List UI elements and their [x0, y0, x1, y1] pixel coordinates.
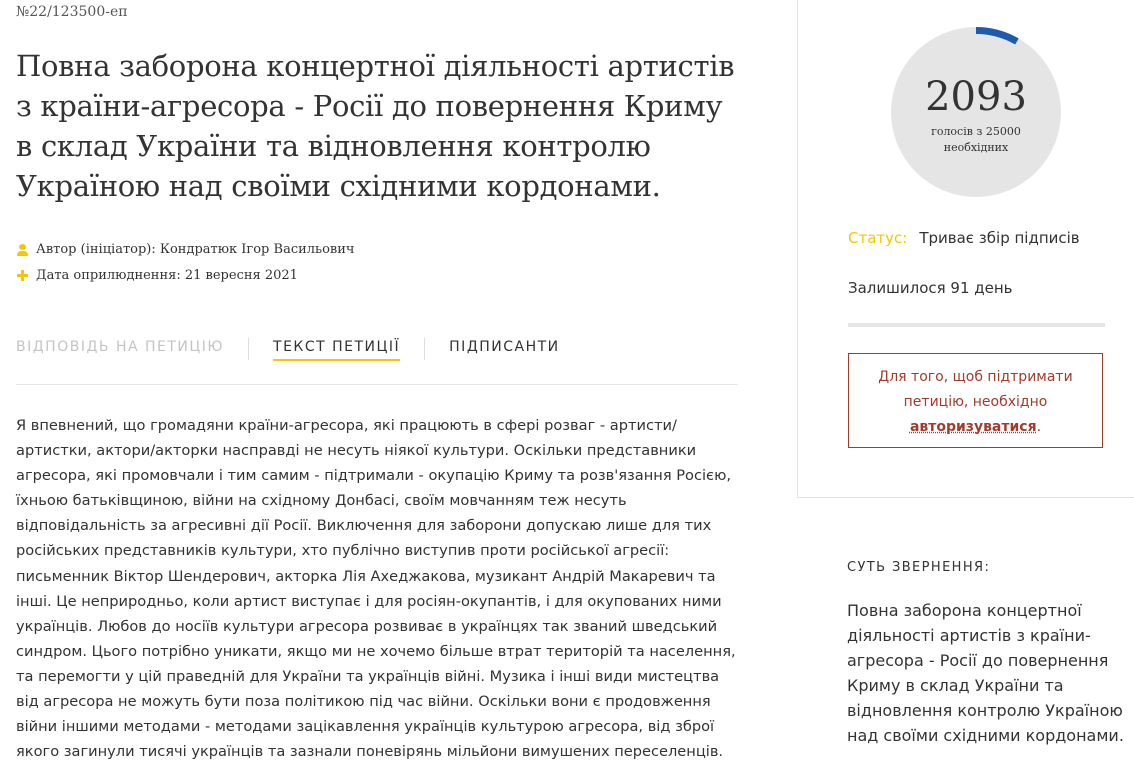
auth-notice-box: [848, 353, 1103, 448]
petition-number: №22/123500-еп: [16, 4, 128, 20]
tab-petition-text[interactable]: ТЕКСТ ПЕТИЦІЇ: [273, 330, 400, 361]
petition-tabs: [16, 330, 738, 385]
status-label: Статус:: [848, 229, 908, 247]
votes-subtext: [891, 124, 1061, 156]
author-label: Автор (ініціатор):: [36, 242, 156, 257]
petition-body-text: Я впевнений, що громадяни країни-агресора, які працюють в сфері розваг - артисти/артистки, актори/акторки насправді не несуть ніякої культури. Оскільки представники агресора, які промовчали і тим самим - підтримали - окупацію Криму та розв'язання Росією, їхньою батьківщиною, війни на східному Донбасі, своїм мовчанням теж несуть відповідальність за агресивні дії Росії. Виключення для заборони допускаю лише для тих російських представників культури, хто публічно виступив проти російської агресії: письменник Віктор Шендерович, акторка Лія Ахеджакова, музикант Андрій Макаревич та інші. Це неприродньо, коли артист виступає і для росіян-окупантів, і для окупованих ними українців. Любов до носіїв культури агресора розвиває в українцях так званий шведський синдром. Цього потрібно уникати, якщо ми не хочемо більше втрат територій та населення, та перемогти у цій праведній для України та українців війні. Музика і інші види мистецтва від агресора не можуть бути поза політикою під час війни. Оскільки вони є продовження війни іншими методами - методами зацікавлення українців культурою агресора, від зброї якого загинули тисячі українців та зазнали поневірянь мільйони вимушених переселенців.: [16, 417, 736, 761]
date-label: Дата оприлюднення:: [36, 268, 181, 283]
summary-heading: СУТЬ ЗВЕРНЕННЯ:: [847, 560, 991, 575]
date-row: [16, 268, 298, 283]
sidebar-divider: [848, 323, 1105, 327]
date-value: 21 вересня 2021: [184, 268, 298, 283]
votes-subtext-line2: необхідних: [943, 141, 1009, 154]
votes-subtext-line1: голосів з 25000: [931, 125, 1021, 138]
author-name: Кондратюк Ігор Васильович: [159, 242, 355, 257]
login-link[interactable]: авторизуватися: [909, 419, 1037, 435]
votes-count: 2093: [925, 74, 1027, 120]
tab-signers[interactable]: ПІДПИСАНТИ: [449, 339, 560, 355]
tab-divider: [248, 338, 249, 360]
petition-title: Повна заборона концертної діяльності артистів з країни-агресора - Росії до повернення Криму в склад України та відновлення контролю Україною над своїми східними кордонами.: [16, 49, 735, 203]
auth-notice-text: Для того, щоб підтримати петицію, необхідно: [878, 369, 1073, 410]
votes-progress-circle: [891, 27, 1061, 197]
auth-notice-end: .: [1036, 419, 1042, 435]
user-icon: [16, 243, 30, 257]
status-row: [848, 229, 1080, 247]
summary-text: Повна заборона концертної діяльності артистів з країни-агресора - Росії до повернення Криму в склад України та відновлення контролю Україною над своїми східними кордонами.: [847, 601, 1124, 745]
tab-divider: [424, 338, 425, 360]
author-row: [16, 242, 355, 257]
plus-icon: [16, 269, 30, 283]
days-remaining: Залишилося 91 день: [848, 279, 1013, 297]
status-value: Триває збір підписів: [919, 229, 1080, 247]
tab-response: ВІДПОВІДЬ НА ПЕТИЦІЮ: [16, 339, 225, 355]
